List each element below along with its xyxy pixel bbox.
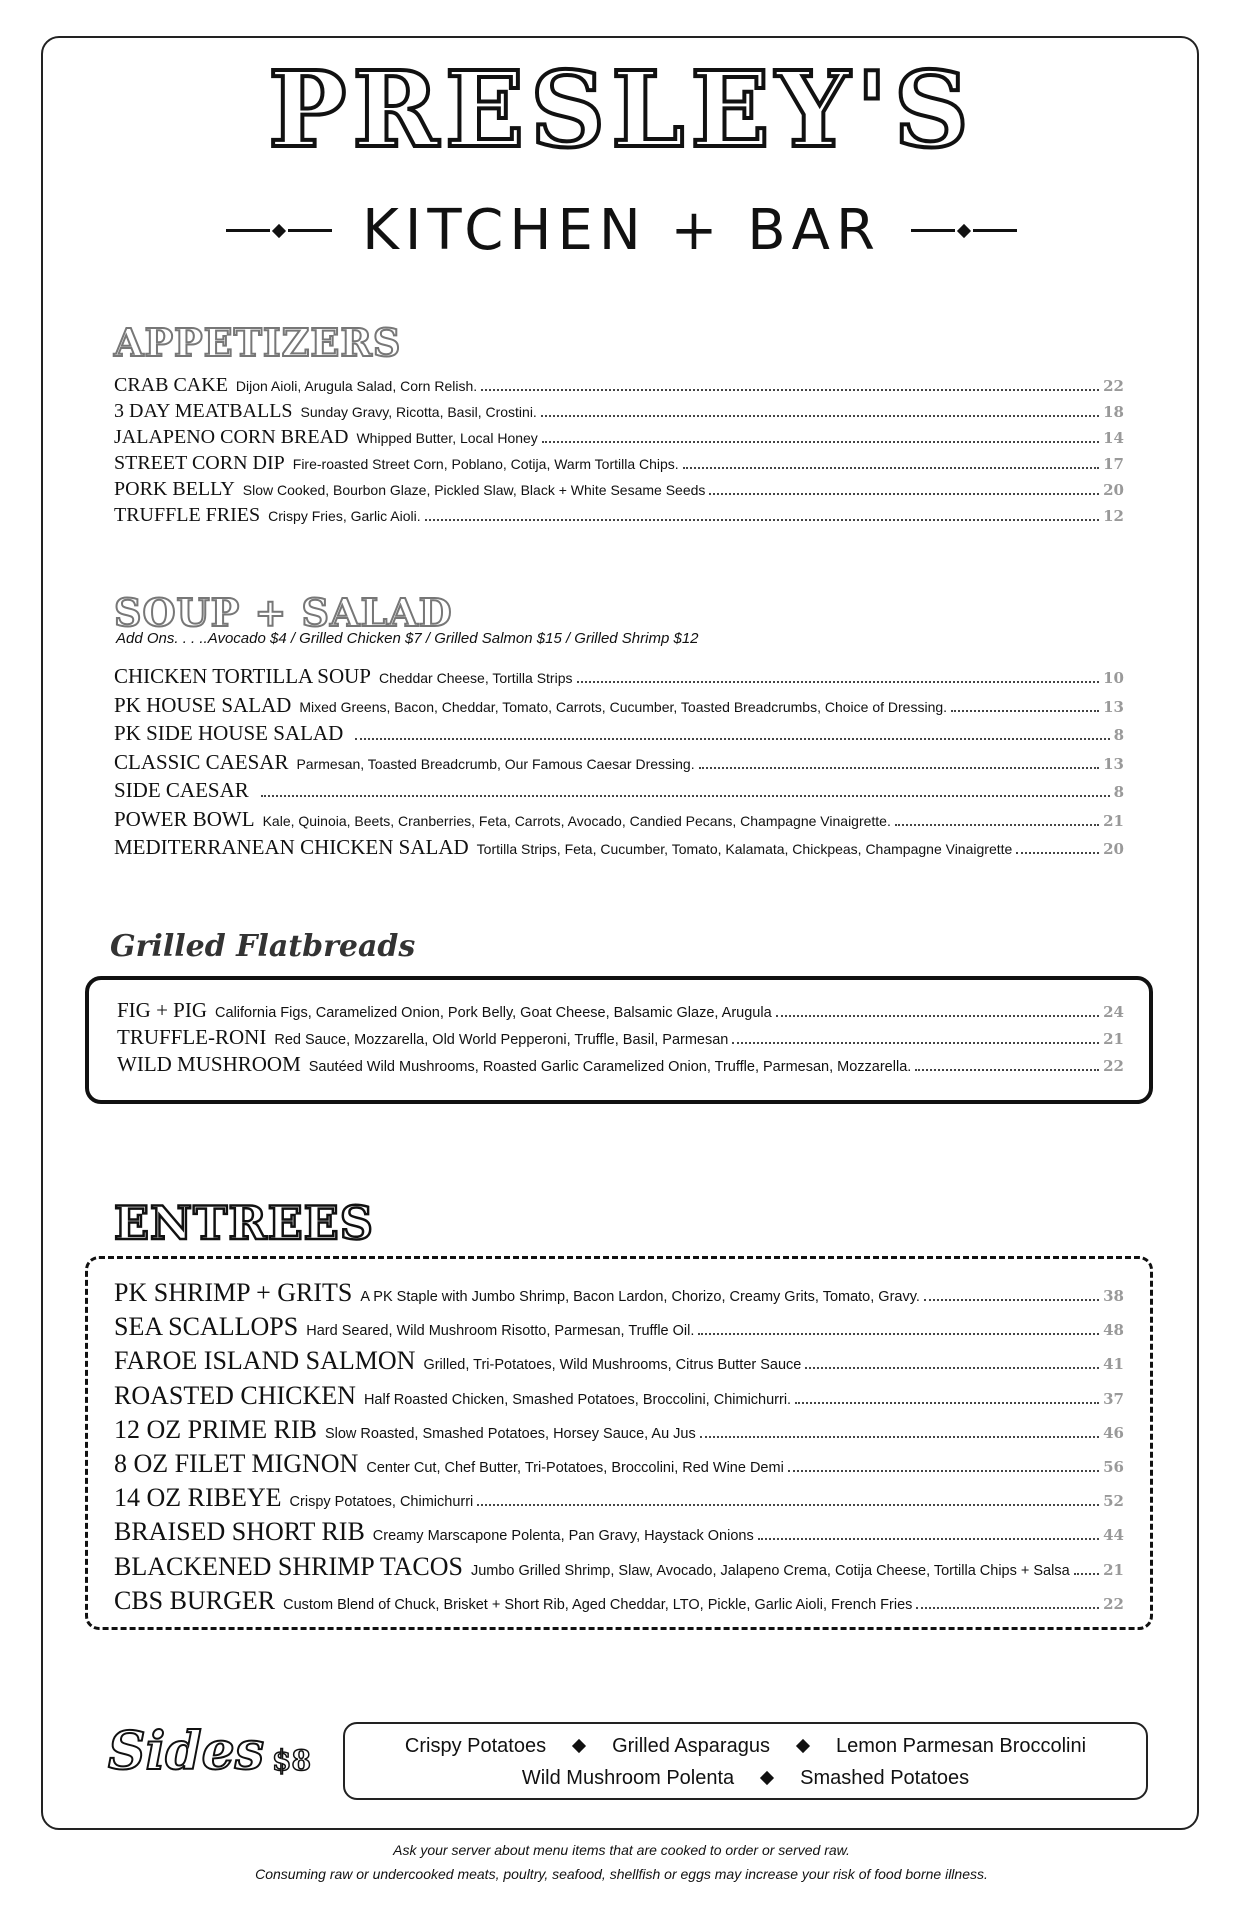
side-item: Smashed Potatoes (800, 1766, 970, 1789)
menu-item-description: Tortilla Strips, Feta, Cucumber, Tomato, Kalamata, Chickpeas, Champagne Vinaigrette (476, 841, 1013, 857)
menu-item-description: Slow Cooked, Bourbon Glaze, Pickled Slaw, Black + White Sesame Seeds (242, 482, 706, 498)
menu-item (114, 1312, 1124, 1346)
menu-item-name: JALAPENO CORN BREAD (114, 426, 349, 448)
menu-item-price: 10 (1103, 669, 1124, 687)
menu-item-description: Red Sauce, Mozzarella, Old World Pepperoni, Truffle, Basil, Parmesan (274, 1032, 729, 1048)
menu-item-price: 37 (1103, 1389, 1124, 1408)
dot-leader (542, 441, 1099, 443)
menu-item (114, 721, 1124, 750)
dot-leader (795, 1402, 1099, 1404)
menu-item-price: 17 (1103, 455, 1124, 473)
side-item: Grilled Asparagus (612, 1734, 770, 1757)
menu-item-price: 24 (1103, 1003, 1124, 1021)
right-ornament (911, 226, 1017, 236)
sides-row-1 (345, 1730, 1146, 1762)
menu-item-name: CRAB CAKE (114, 374, 228, 396)
menu-item-description: Parmesan, Toasted Breadcrumb, Our Famous Caesar Dressing. (296, 755, 695, 772)
menu-item-name: CHICKEN TORTILLA SOUP (114, 664, 371, 688)
menu-item (114, 664, 1124, 693)
menu-item-price: 22 (1103, 377, 1124, 395)
dot-leader (915, 1069, 1099, 1071)
menu-item-description: Custom Blend of Chuck, Brisket + Short Rib, Aged Cheddar, LTO, Pickle, Garlic Aioli, French Fries (283, 1596, 913, 1613)
menu-item-description: Whipped Butter, Local Honey (356, 430, 538, 446)
menu-item-description: Center Cut, Chef Butter, Tri-Potatoes, Broccolini, Red Wine Demi (366, 1459, 784, 1476)
menu-item (114, 750, 1124, 779)
menu-item-price: 22 (1103, 1594, 1124, 1613)
flatbreads-list (117, 998, 1124, 1079)
menu-item-name: 8 OZ FILET MIGNON (114, 1448, 359, 1478)
left-ornament (226, 226, 332, 236)
menu-item-description: Slow Roasted, Smashed Potatoes, Horsey Sauce, Au Jus (324, 1425, 696, 1442)
subtitle-row (0, 198, 1243, 263)
dot-leader (805, 1367, 1099, 1369)
menu-item-price: 20 (1103, 840, 1124, 858)
menu-item (114, 1586, 1124, 1620)
menu-item-price: 13 (1103, 697, 1124, 716)
menu-item-name: 3 DAY MEATBALLS (114, 400, 293, 422)
menu-item-name: BLACKENED SHRIMP TACOS (114, 1551, 463, 1581)
menu-item (114, 778, 1124, 807)
dot-leader (709, 493, 1099, 495)
menu-item (114, 478, 1124, 504)
menu-item-description: California Figs, Caramelized Onion, Pork Belly, Goat Cheese, Balsamic Glaze, Arugula (215, 1005, 772, 1021)
sides-box (343, 1722, 1148, 1800)
menu-item-name: TRUFFLE-RONI (117, 1025, 267, 1049)
entrees-list (114, 1278, 1124, 1620)
dot-leader (732, 1042, 1099, 1044)
menu-item-name: SEA SCALLOPS (114, 1312, 299, 1342)
dot-leader (924, 1299, 1099, 1301)
menu-item-description: Half Roasted Chicken, Smashed Potatoes, Broccolini, Chimichurri. (363, 1391, 792, 1408)
appetizers-list (114, 374, 1124, 530)
soup-salad-title: SOUP + SALAD (114, 590, 453, 635)
menu-item-description: Crispy Potatoes, Chimichurri (289, 1494, 474, 1511)
dot-leader (481, 389, 1099, 391)
flatbreads-title: Grilled Flatbreads (110, 929, 416, 964)
sides-price: $8 (272, 1744, 311, 1777)
entrees-title: ENTREES (114, 1196, 374, 1250)
soup-salad-list (114, 664, 1124, 864)
menu-item-price: 46 (1103, 1423, 1124, 1442)
restaurant-name: PRESLEY'S (268, 48, 975, 171)
menu-item (117, 1025, 1124, 1052)
add-ons-note: Add Ons. . . ..Avocado $4 / Grilled Chicken $7 / Grilled Salmon $15 / Grilled Shrimp $12 (116, 630, 699, 647)
menu-item-name: WILD MUSHROOM (117, 1052, 301, 1076)
menu-item-price: 21 (1103, 1030, 1124, 1048)
restaurant-subtitle: KITCHEN + BAR (362, 198, 881, 263)
diamond-separator-icon (796, 1739, 810, 1753)
menu-item (114, 1346, 1124, 1380)
appetizers-title: APPETIZERS (114, 320, 402, 365)
menu-item-description: Creamy Marscapone Polenta, Pan Gravy, Haystack Onions (372, 1528, 754, 1545)
menu-item (114, 1552, 1124, 1586)
sides-title: Sides (108, 1721, 265, 1782)
menu-item-price: 18 (1103, 403, 1124, 421)
menu-item (114, 426, 1124, 452)
dot-leader (699, 767, 1100, 769)
dot-leader (776, 1015, 1099, 1017)
menu-item-description: Hard Seared, Wild Mushroom Risotto, Parmesan, Truffle Oil. (306, 1323, 695, 1340)
menu-item-description: Dijon Aioli, Arugula Salad, Corn Relish. (235, 378, 478, 394)
menu-item-name: 12 OZ PRIME RIB (114, 1414, 317, 1444)
menu-item-name: MEDITERRANEAN CHICKEN SALAD (114, 835, 469, 859)
menu-item-price: 22 (1103, 1057, 1124, 1075)
menu-item-description: Kale, Quinoia, Beets, Cranberries, Feta, Carrots, Avocado, Candied Pecans, Champagne Vinaigrette. (262, 812, 891, 829)
disclaimer-line-1: Ask your server about menu items that are cooked to order or served raw. (393, 1842, 850, 1858)
menu-item-name: BRAISED SHORT RIB (114, 1517, 365, 1547)
dot-leader (541, 415, 1099, 417)
menu-item-price: 8 (1113, 783, 1124, 801)
menu-item-name: PK SHRIMP + GRITS (114, 1278, 353, 1307)
menu-item (114, 1517, 1124, 1551)
menu-item-price: 52 (1103, 1492, 1124, 1511)
menu-item-name: TRUFFLE FRIES (114, 504, 261, 526)
dot-leader (577, 681, 1100, 683)
dot-leader (425, 519, 1100, 521)
menu-item (114, 1449, 1124, 1483)
diamond-separator-icon (572, 1739, 586, 1753)
menu-item-price: 56 (1103, 1457, 1124, 1476)
menu-item (114, 1483, 1124, 1517)
menu-item-price: 21 (1103, 1560, 1124, 1579)
side-item: Crispy Potatoes (404, 1734, 547, 1757)
dot-leader (477, 1504, 1099, 1506)
menu-item-description: Mixed Greens, Bacon, Cheddar, Tomato, Carrots, Cucumber, Toasted Breadcrumbs, Choice of Dressing. (299, 698, 948, 715)
diamond-separator-icon (760, 1771, 774, 1785)
menu-item (114, 374, 1124, 400)
menu-item-price: 14 (1103, 429, 1124, 447)
menu-item (114, 1381, 1124, 1415)
menu-item-name: POWER BOWL (114, 806, 255, 831)
menu-item-name: PK HOUSE SALAD (114, 692, 292, 717)
menu-item-description: Crispy Fries, Garlic Aioli. (268, 508, 421, 524)
dot-leader (261, 795, 1110, 797)
side-item: Lemon Parmesan Broccolini (835, 1734, 1087, 1757)
menu-item-description: Grilled, Tri-Potatoes, Wild Mushrooms, Citrus Butter Sauce (423, 1357, 802, 1374)
menu-item-price: 12 (1103, 507, 1124, 525)
menu-item-name: PK SIDE HOUSE SALAD (114, 721, 344, 745)
menu-item-name: CBS BURGER (114, 1585, 276, 1615)
menu-item (114, 400, 1124, 426)
dot-leader (698, 1333, 1099, 1335)
menu-item-price: 38 (1103, 1287, 1124, 1305)
menu-item-name: CLASSIC CAESAR (114, 749, 289, 774)
menu-item (114, 1415, 1124, 1449)
dot-leader (895, 824, 1099, 826)
menu-item-name: FIG + PIG (117, 998, 208, 1022)
sides-row-2 (345, 1762, 1146, 1794)
menu-item (114, 807, 1124, 836)
menu-item-price: 44 (1103, 1526, 1124, 1545)
menu-item-name: 14 OZ RIBEYE (114, 1483, 282, 1513)
menu-item-description: Fire-roasted Street Corn, Poblano, Cotija, Warm Tortilla Chips. (292, 456, 679, 472)
menu-item-name: PORK BELLY (114, 478, 235, 500)
menu-item-name: STREET CORN DIP (114, 452, 285, 474)
menu-item (117, 998, 1124, 1025)
side-item: Wild Mushroom Polenta (521, 1766, 735, 1789)
menu-item-description: Sautéed Wild Mushrooms, Roasted Garlic Caramelized Onion, Truffle, Parmesan, Mozzarella. (308, 1059, 912, 1075)
disclaimer-line-2: Consuming raw or undercooked meats, poultry, seafood, shellfish or eggs may increase your risk of food borne illness. (255, 1866, 988, 1882)
menu-item-price: 48 (1103, 1321, 1124, 1340)
dot-leader (1074, 1573, 1099, 1575)
menu-item (114, 1278, 1124, 1312)
menu-item (117, 1052, 1124, 1079)
dot-leader (916, 1607, 1099, 1609)
menu-item-description: A PK Staple with Jumbo Shrimp, Bacon Lardon, Chorizo, Creamy Grits, Tomato, Gravy. (360, 1289, 920, 1305)
menu-item (114, 504, 1124, 530)
menu-item-price: 13 (1103, 754, 1124, 773)
menu-item-name: ROASTED CHICKEN (114, 1380, 356, 1410)
menu-item (114, 452, 1124, 478)
menu-item-name: SIDE CAESAR (114, 778, 249, 802)
menu-item-description: Cheddar Cheese, Tortilla Strips (378, 670, 573, 686)
dot-leader (1016, 852, 1099, 854)
menu-item-description: Sunday Gravy, Ricotta, Basil, Crostini. (300, 404, 537, 420)
menu-item-price: 21 (1103, 811, 1124, 830)
menu-item (114, 693, 1124, 722)
dot-leader (758, 1538, 1099, 1540)
dot-leader (951, 710, 1099, 712)
menu-item-price: 41 (1103, 1355, 1124, 1374)
menu-item (114, 835, 1124, 864)
dot-leader (355, 738, 1109, 740)
menu-item-price: 20 (1103, 481, 1124, 499)
menu-item-name: FAROE ISLAND SALMON (114, 1346, 416, 1376)
dot-leader (788, 1470, 1099, 1472)
dot-leader (683, 467, 1099, 469)
dot-leader (700, 1436, 1099, 1438)
menu-item-description: Jumbo Grilled Shrimp, Slaw, Avocado, Jalapeno Crema, Cotija Cheese, Tortilla Chips + Salsa (470, 1562, 1070, 1579)
menu-item-price: 8 (1113, 726, 1124, 744)
